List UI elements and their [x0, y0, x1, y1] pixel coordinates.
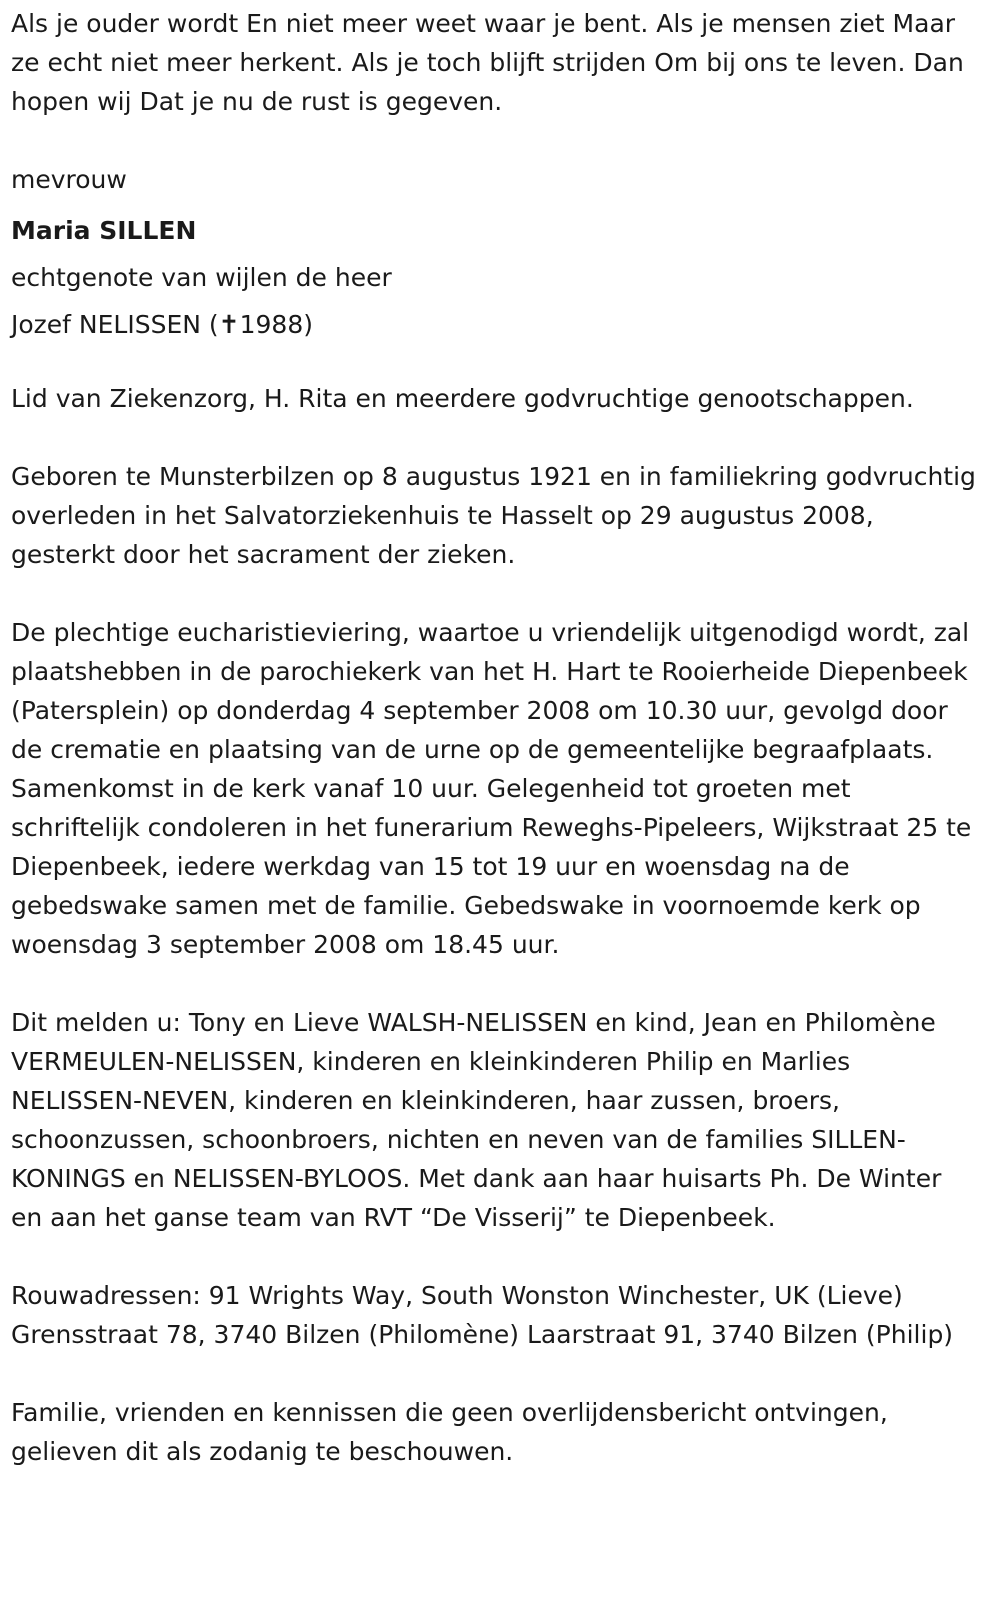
deceased-block	[11, 160, 978, 348]
birth-death-text: Geboren te Munsterbilzen op 8 augustus 1921 en in familiekring godvruchtig overleden in het Salvatorziekenhuis te Hasselt op 29 augustus 2008, gesterkt door het sacrament der zieken.	[11, 462, 976, 569]
addresses-text: Rouwadressen: 91 Wrights Way, South Wonston Winchester, UK (Lieve) Grensstraat 78, 3740 Bilzen (Philomène) Laarstraat 91, 3740 Bilzen (Philip)	[11, 1281, 954, 1349]
announcers-text: Dit melden u: Tony en Lieve WALSH-NELISSEN en kind, Jean en Philomène VERMEULEN-NELISSEN, kinderen en kleinkinderen Philip en Marlies NELISSEN-NEVEN, kinderen en kleinkinderen, haar zussen, broers, schoonzussen, schoonbroers, nichten en neven van de families SILLEN-KONINGS en NELISSEN-BYLOOS. Met dank aan haar huisarts Ph. De Winter en aan het ganse team van RVT “De Visserij” te Diepenbeek.	[11, 1008, 942, 1232]
deceased-title: mevrouw	[11, 165, 127, 194]
poem-text: Als je ouder wordt En niet meer weet waar je bent. Als je mensen ziet Maar ze echt niet meer herkent. Als je toch blijft strijden Om bij ons te leven. Dan hopen wij Dat je nu de rust is gegeven.	[11, 9, 964, 116]
closing-text: Familie, vrienden en kennissen die geen overlijdensbericht ontvingen, gelieven dit als zodanig te beschouwen.	[11, 1398, 888, 1466]
spouse-name: Jozef NELISSEN (	[11, 310, 219, 339]
cross-icon: ✝	[218, 310, 240, 339]
deceased-relation: echtgenote van wijlen de heer	[11, 263, 392, 292]
ceremony-text: De plechtige eucharistieviering, waartoe u vriendelijk uitgenodigd wordt, zal plaatshebben in de parochiekerk van het H. Hart te Rooierheide Diepenbeek (Patersplein) op donderdag 4 september 2008 om 10.30 uur, gevolgd door de crematie en plaatsing van de urne op de gemeentelijke begraafplaats. Samenkomst in de kerk vanaf 10 uur. Gelegenheid tot groeten met schriftelijk condoleren in het funerarium Reweghs-Pipeleers, Wijkstraat 25 te Diepenbeek, iedere werkdag van 15 tot 19 uur en woensdag na de gebedswake samen met de familie. Gebedswake in voornoemde kerk op woensdag 3 september 2008 om 18.45 uur.	[11, 618, 972, 959]
membership-text: Lid van Ziekenzorg, H. Rita en meerdere godvruchtige genootschappen.	[11, 384, 914, 413]
spouse-year: 1988)	[239, 310, 313, 339]
spouse-line	[11, 301, 978, 348]
deceased-name: Maria SILLEN	[11, 216, 197, 245]
